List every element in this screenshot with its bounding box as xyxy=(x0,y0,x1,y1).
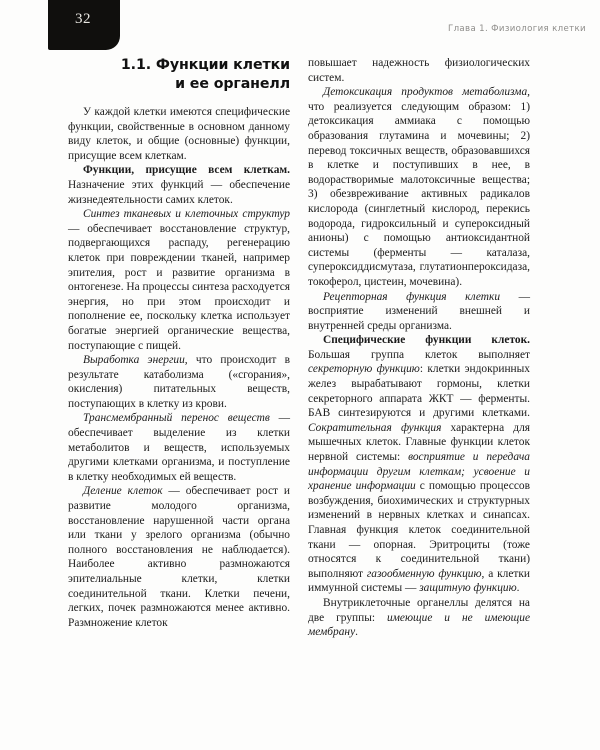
page-number: 32 xyxy=(75,11,91,27)
term-contractile-function: Сократительная функция xyxy=(308,421,442,434)
text-run: У каждой клетки имеются специфические функции, свойственные в основном данному виду клеток, и общие (основные) функции, присущие всем клеткам. xyxy=(68,106,290,162)
text-run: : клетки эндокринных желез вырабатывают гормоны, клетки секреторного аппарата ЖКТ — ферменты. БАВ синтезируются и другими клетками. xyxy=(308,363,530,420)
text-run: повышает надежность физиологических систем. xyxy=(308,57,530,84)
paragraph-cell-division xyxy=(68,484,290,630)
text-run: Внутриклеточные органеллы делятся на две группы: xyxy=(308,596,530,624)
paragraph-energy-production xyxy=(68,353,290,411)
text-run: . xyxy=(355,626,358,639)
paragraph-organelles xyxy=(308,596,530,640)
text-run: что реализуется следующим образом: 1) детоксикация аммиака с помощью образования глутамина и мочевины; 2) перевод токсичных веществ, образовавшихся в клетке и поступивших в нее, в водорастворимые малотоксичные вещества; 3) обезвреживание активных радикалов кислорода (синглетный кислород, перекись водорода, гидроксильный и супероксидный анионы) с помощью антиоксидантной системы (ферменты — каталаза, супероксиддисмутаза, глутатионпероксидаза, токоферол, цистеин, мочевина). xyxy=(308,100,530,288)
section-heading-line-2: и ее органелл xyxy=(175,75,290,92)
paragraph-common-functions xyxy=(68,163,290,207)
page-number-tab xyxy=(48,0,120,50)
term-gas-exchange-function: газообменную функцию xyxy=(366,567,482,580)
term-cell-division: Деление клеток xyxy=(83,485,163,498)
text-run: — восприятие изменений внешней и внутренней среды организма. xyxy=(308,290,530,332)
text-run: — обеспечивает выделение из клетки метаболитов и веществ, используемых другими клетками организма, и поступление в клетку необходимых ей веществ. xyxy=(68,412,290,483)
term-specific-functions: Специфические функции клеток. xyxy=(323,334,530,347)
text-run: — обеспечивает рост и развитие молодого организма, восстановление нарушенной части органа или ткани у зрелого организма (обычно полного восстановления не наблюдается). Наиболее активно размножаются эпителиальные клетки, клетки соединительной ткани. Клетки печени, легких, почек размножаются менее активно. Размножение клеток xyxy=(68,485,290,629)
text-run: . xyxy=(516,582,520,595)
term-nervous-functions: восприятие и передача информации другим клеткам; усвоение и хранение информации xyxy=(308,451,530,493)
section-heading-line-1: 1.1. Функции клетки xyxy=(120,57,290,73)
term-secretory-function: секреторную функцию xyxy=(308,363,420,376)
column-right xyxy=(308,56,530,640)
term-common-functions: Функции, присущие всем клеткам. xyxy=(83,164,290,177)
paragraph-synthesis xyxy=(68,207,290,353)
section-heading xyxy=(68,56,290,93)
text-run: , а клетки иммунной системы — xyxy=(308,567,530,595)
text-run: Большая группа клеток выполняет xyxy=(308,348,530,361)
term-energy-production: Выработка энергии, xyxy=(83,354,188,367)
text-run: Назначение этих функций — обеспечение жизнедеятельности самих клеток. xyxy=(68,178,290,206)
text-run: — обеспечивает восстановление структур, подвергающихся распаду, регенерацию клеток при повреждении тканей, например эпителия, рост и развитие организма в онтогенезе. На процессы синтеза расходуется энергия, но при этом происходит и пополнение ее, поскольку клетка использует богатые энергией органические вещества, поступающие с пищей. xyxy=(68,222,291,352)
term-transmembrane-transport: Трансмембранный перенос веществ xyxy=(83,412,270,425)
term-synthesis: Синтез тканевых и клеточных структур xyxy=(83,208,290,221)
paragraph-receptor-function xyxy=(308,290,530,334)
paragraph-general-functions-intro xyxy=(68,105,290,163)
term-receptor-function: Рецепторная функция клетки xyxy=(323,290,501,303)
paragraph-transmembrane-transport xyxy=(68,411,290,484)
paragraph-detoxification xyxy=(308,85,530,289)
text-run: что происходит в результате катаболизма («сгорания», окисления) питательных веществ, поступающих в клетку из крови. xyxy=(68,354,290,410)
term-detoxification: Детоксикация продуктов метаболизма, xyxy=(323,86,530,99)
term-membrane-groups: имеющие и не имеющие мембрану xyxy=(308,611,530,639)
text-run: с помощью процессов возбуждения, биохимических и структурных изменений в нервных клетках и синапсах. Главная функция клеток соединительной ткани — опорная. Эритроциты (тоже относятся к соединительной ткани) выполняют xyxy=(308,480,530,580)
paragraph-reliability-continuation xyxy=(308,56,530,85)
paragraph-specific-functions xyxy=(308,333,530,596)
term-protective-function: защитную функцию xyxy=(419,582,517,595)
column-left xyxy=(68,56,290,630)
two-column-body xyxy=(0,56,600,750)
text-run: характерна для мышечных клеток. Главные функции клеток нервной системы: xyxy=(308,421,530,464)
running-head: Глава 1. Физиология клетки xyxy=(448,24,586,34)
